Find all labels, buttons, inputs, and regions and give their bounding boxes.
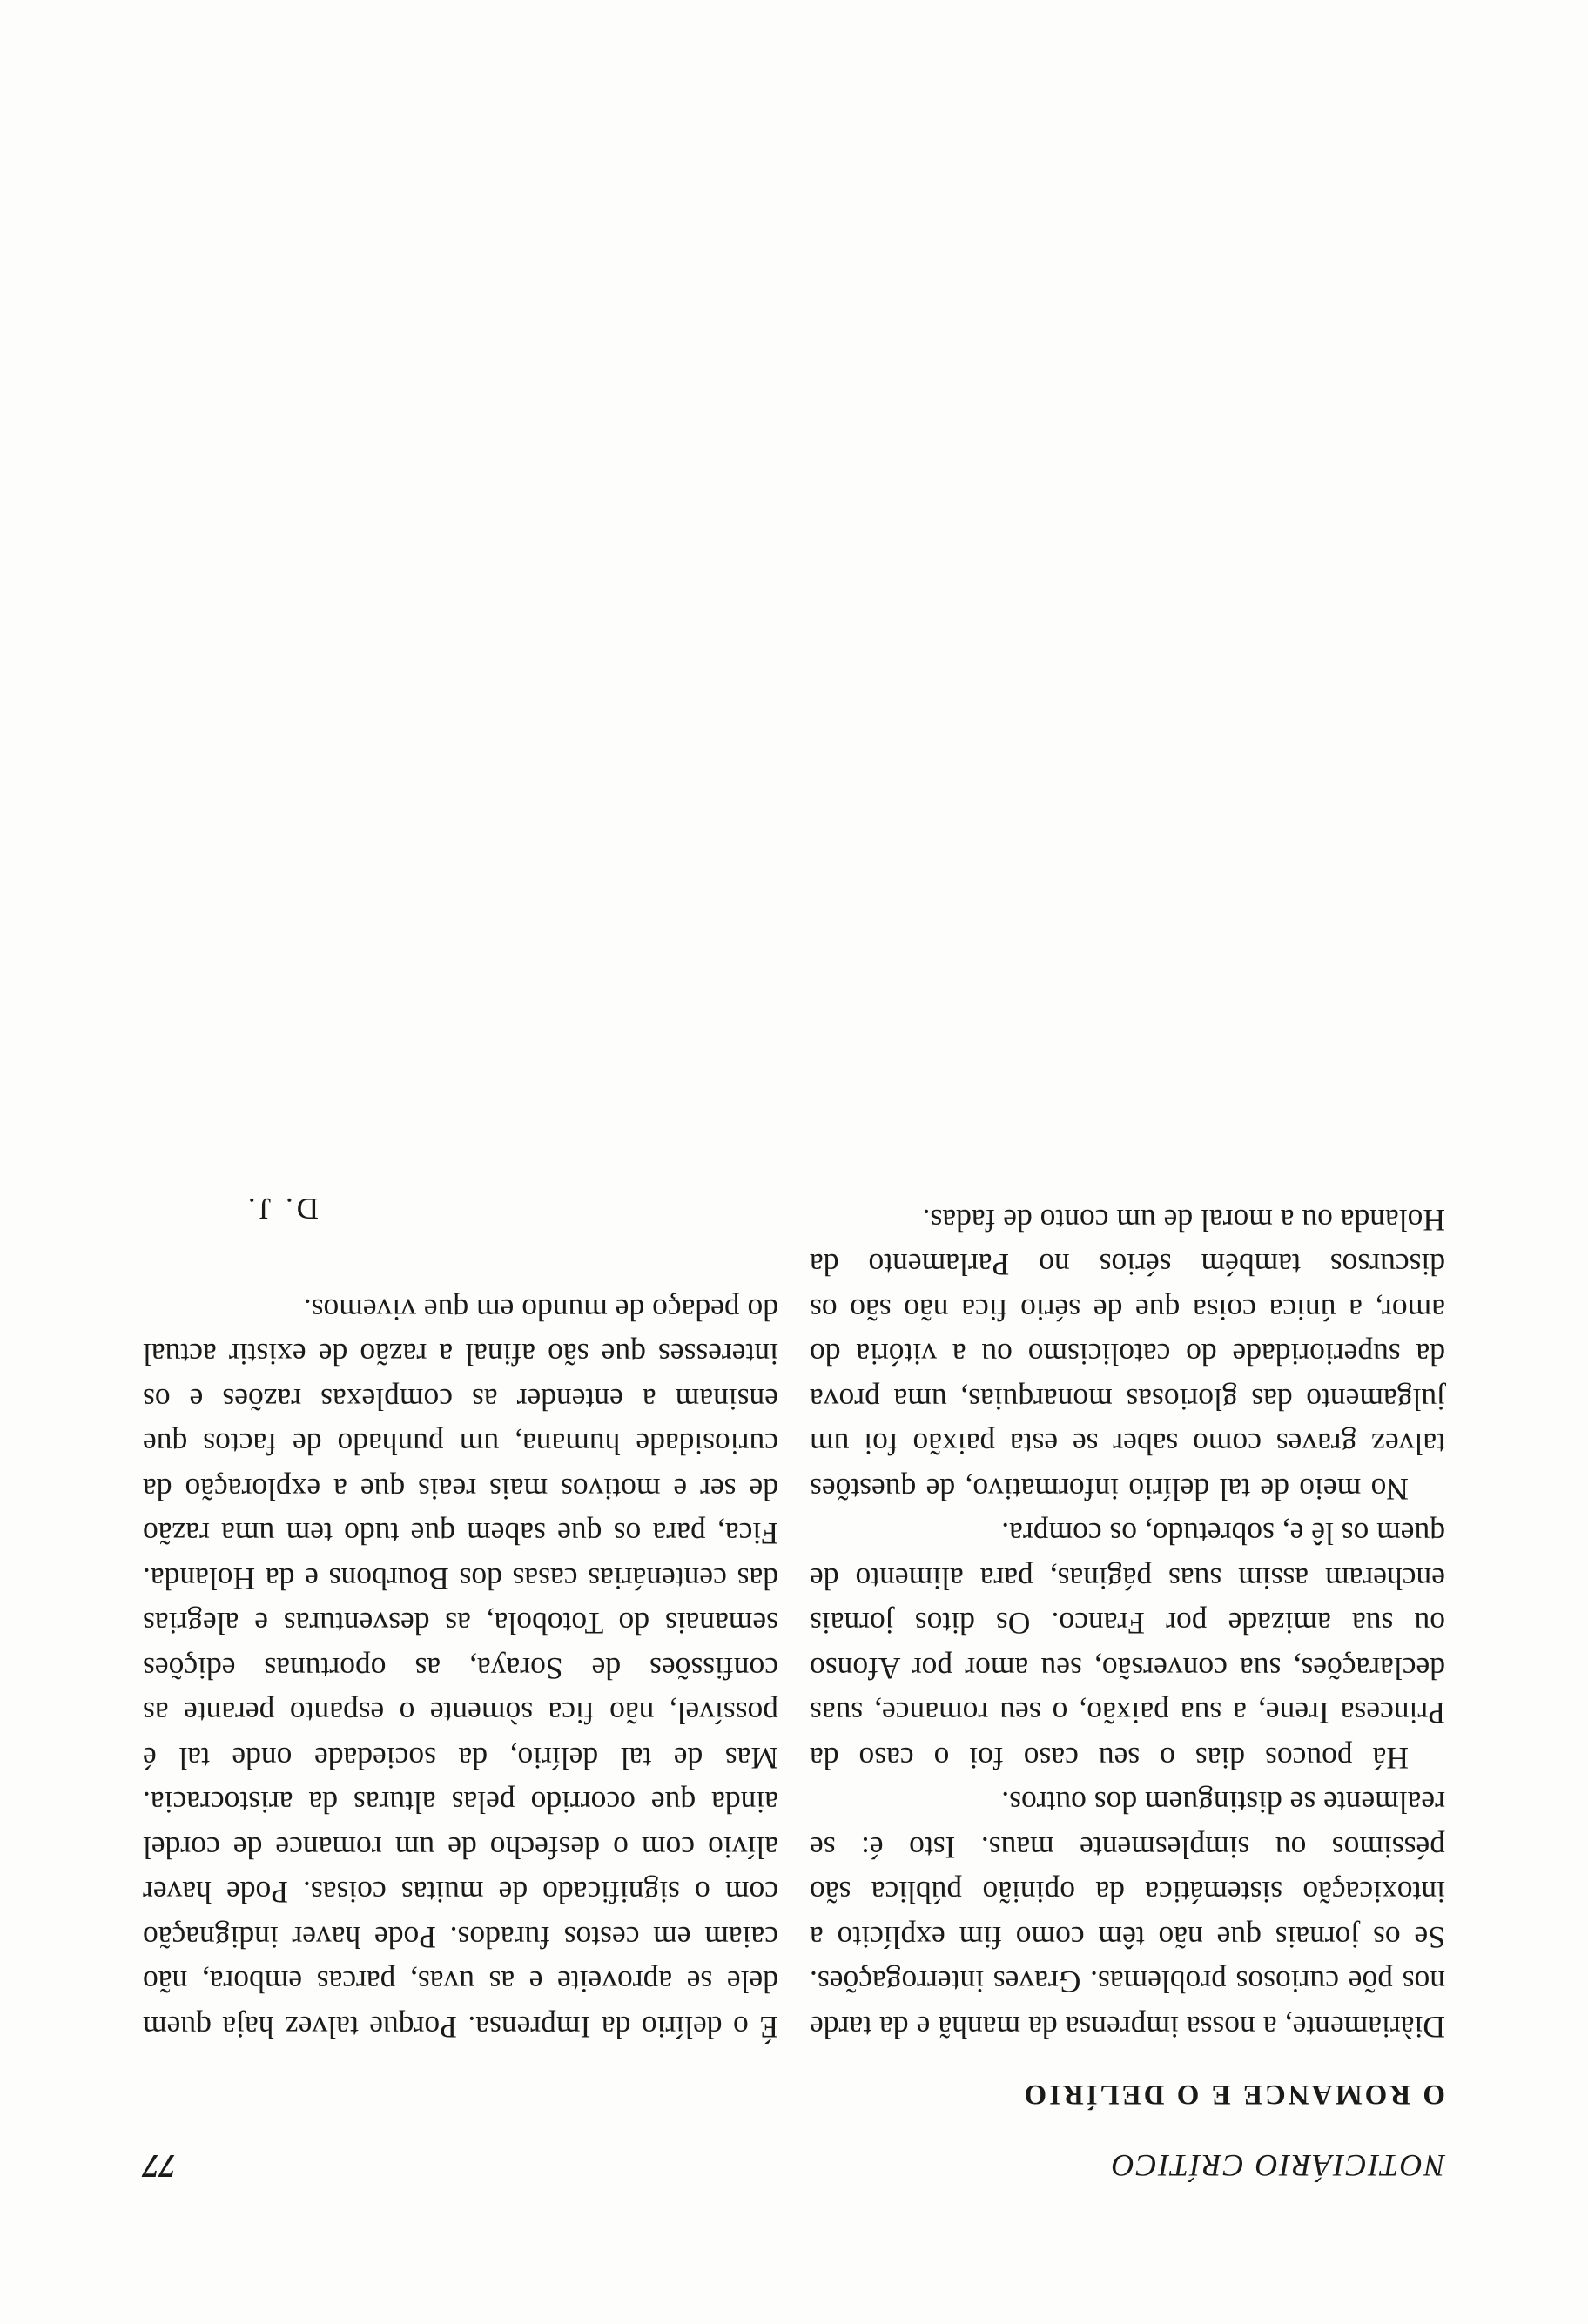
paragraph: No meio de tal delírio informativo, de questões talvez graves como saber se esta paixão foi um julgamento das gloriosas monarquias, uma prova da superioridade do catolicismo ou a vitória do amor, a única coisa que de sério fica não são os discursos também sérios no Parlamento da Holanda ou a moral de um conto de fadas. [810, 1203, 1445, 1507]
running-head [143, 2146, 1445, 2185]
paragraph: Há poucos dias o seu caso foi o caso da Princesa Irene, a sua paixão, o seu romance, suas declarações, sua conversão, seu amor por Afonso ou sua amizade por Franco. Os ditos jornais encheram assim suas páginas, para alimento de quem os lê e, sobretudo, os compra. [810, 1516, 1445, 1776]
article-title: O ROMANCE E O DELÍRIO [1021, 2079, 1445, 2110]
author-signature: D. J. [244, 1192, 319, 1226]
journal-title: NOTICIÁRIO CRÍTICO [1110, 2148, 1445, 2183]
page-number: 77 [143, 2147, 176, 2184]
right-column [143, 1287, 778, 2050]
left-column [810, 1198, 1445, 2050]
paragraph: É o delírio da Imprensa. Porque talvez haja quem dele se aproveite e as uvas, parcas embora, não caiam em cestos furados. Pode haver indignação com o significado de muitas coisas. Pode haver alívio com o desfecho de um romance de cordel ainda que ocorrido pelas alturas da aristocracia. Mas de tal delírio, da sociedade onde tal é possível, não fica sòmente o espanto perante as confissões de Soraya, as oportunas edições semanais do Totobola, as desventuras e alegrias das centenárias casas dos Bourbons e da Holanda. Fica, para os que sabem que tudo tem uma razão de ser e motivos mais reais que a exploração da curiosidade humana, um punhado de factos que ensinam a entender as complexas razões e os interesses que são afinal a razão de existir actual do pedaço de mundo em que vivemos. [143, 1293, 778, 2045]
paragraph: Diàriamente, a nossa imprensa da manhã e da tarde nos põe curiosos problemas. Graves interrogações. Se os jornais que não têm como fim explícito a intoxicação sistemática da opinião pública são péssimos ou simplesmente maus. Isto é: se realmente se distinguem dos outros. [810, 1785, 1445, 2045]
